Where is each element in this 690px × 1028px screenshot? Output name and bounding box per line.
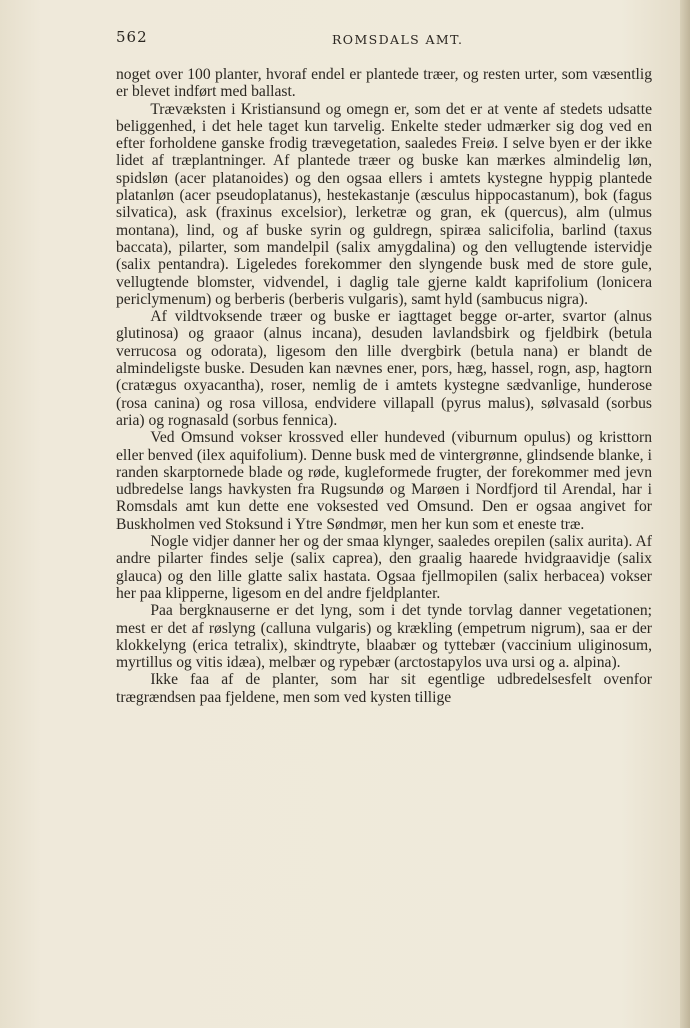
paragraph: Ved Omsund vokser krossved eller hundeved (viburnum opulus) og kristtorn eller benved (ilex aquifolium). Denne busk med de vintergrønne, glindsende blanke, i randen skarptornede blade og røde, kugleformede frugter, der forekommer med jevn udbredelse langs havkysten fra Rugsundø og Marøen i Nordfjord til Arendal, har i Romsdals amt kun dette ene voksested ved Omsund. Den er ogsaa angivet for Buskholmen ved Stoksund i Ytre Søndmør, men her kun som et eneste træ. <box>116 429 652 533</box>
paragraph: noget over 100 planter, hvoraf endel er plantede træer, og resten urter, som væsentlig er blevet indført med ballast. <box>116 66 652 101</box>
paragraph: Trævæksten i Kristiansund og omegn er, som det er at vente af stedets udsatte beliggenhed, i det hele taget kun tarvelig. Enkelte steder udmærker sig dog ved en efter forholdene ganske frodig trævegetation, saaledes Freiø. I selve byen er der ikke lidet af træplantninger. Af plantede træer og buske kan mærkes almindelig løn, spidsløn (acer platanoides) og den ogsaa ellers i amtets kystegne hyppig plantede platanløn (acer pseudoplatanus), hestekastanje (æsculus hippocastanum), bok (fagus silvatica), ask (fraxinus excelsior), lerketræ og gran, ek (quercus), alm (ulmus montana), lind, og af buske syrin og guldregn, spiræa salicifolia, barlind (taxus baccata), pilarter, som mandelpil (salix amygdalina) og den vellugtende istervidje (salix pentandra). Ligeledes forekommer den slyngende busk med de store gule, vellugtende blomster, vidvendel, i daglig tale gjerne kaldt kaprifolium (lonicera periclymenum) og berberis (berberis vulgaris), samt hyld (sambucus nigra). <box>116 100 652 308</box>
paragraph: Af vildtvoksende træer og buske er iagttaget begge or-arter, svartor (alnus glutinosa) og graaor (alnus incana), desuden lavlandsbirk og fjeldbirk (betula verrucosa og odorata), ligesom den lille dvergbirk (betula nana) er blandt de almindeligste buske. Desuden kan nævnes ener, pors, hæg, hassel, rogn, asp, hagtorn (cratægus oxyacantha), roser, nemlig de i amtets kystegne sædvanlige, hunderose (rosa canina) og rosa villosa, endvidere villapall (pyrus malus), sølvasald (sorbus aria) og rognasald (sorbus fennica). <box>116 308 652 429</box>
page-header <box>116 28 676 52</box>
page-edge <box>680 0 690 1028</box>
running-title: ROMSDALS AMT. <box>332 32 464 47</box>
paragraph: Nogle vidjer danner her og der smaa klynger, saaledes orepilen (salix aurita). Af andre pilarter findes selje (salix caprea), den graalig haarede hvidgraavidje (salix glauca) og den lille glatte salix hastata. Ogsaa fjellmopilen (salix herbacea) vokser her paa klipperne, ligesom en del andre fjeldplanter. <box>116 533 652 602</box>
paragraph: Paa bergknauserne er det lyng, som i det tynde torvlag danner vegetationen; mest er det af røslyng (calluna vulgaris) og krækling (empetrum nigrum), saa er der klokkelyng (erica tetralix), skindtryte, blaabær og tyttebær (vaccinium uliginosum, myrtillus og vitis idæa), melbær og rypebær (arctostapylos uva ursi og a. alpina). <box>116 602 652 672</box>
body-text <box>116 66 652 706</box>
page-number: 562 <box>116 28 148 46</box>
paragraph: Ikke faa af de planter, som har sit egentlige udbredelsesfelt ovenfor trægrændsen paa fjeldene, men som ved kysten tillige <box>116 671 652 706</box>
